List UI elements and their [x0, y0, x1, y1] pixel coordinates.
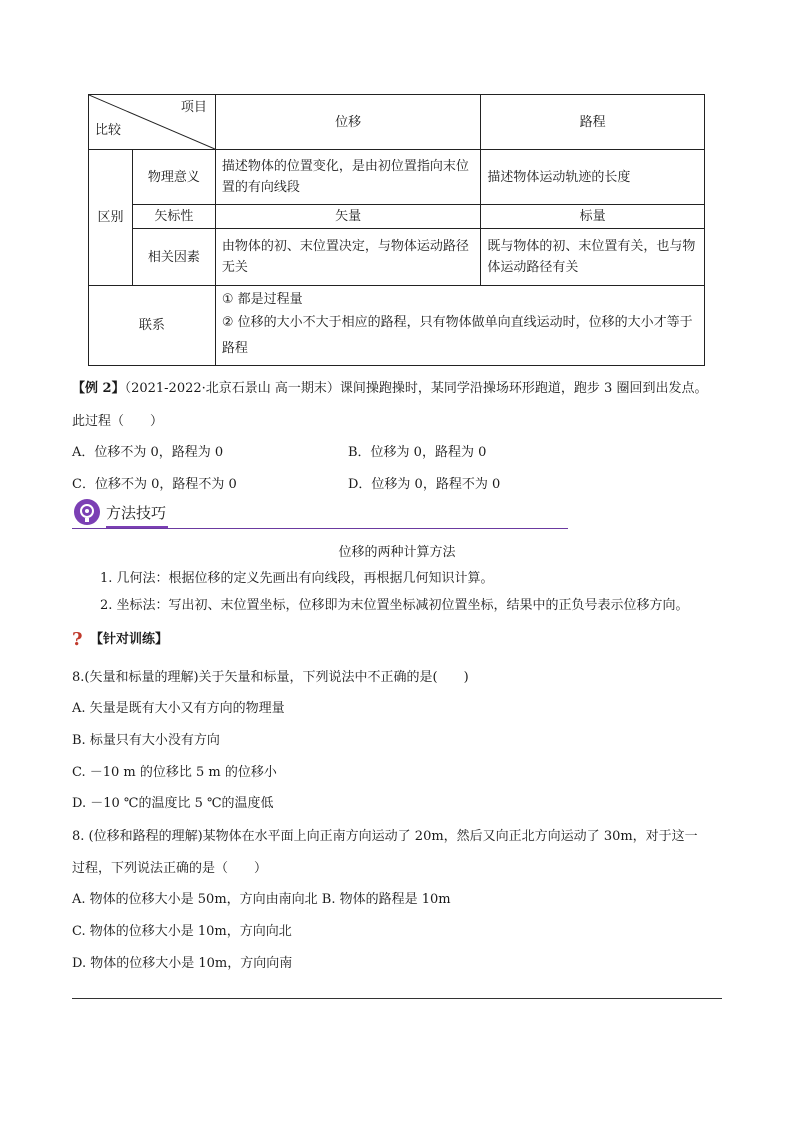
example2-stem-text: （2021-2022·北京石景山 高一期末）课间操跑操时，某同学沿操场环形跑道，跑步 3 圈回到出发点。	[124, 381, 708, 396]
q1-option-d: D. －10 ℃的温度比 5 ℃的温度低	[72, 796, 274, 811]
cell-displacement: 描述物体的位置变化，是由初位置指向末位置的有向线段	[215, 150, 481, 205]
training-heading-text: 【针对训练】	[90, 632, 169, 647]
cell-distance: 标量	[481, 205, 705, 229]
link-label: 联系	[89, 286, 216, 366]
link-line-2: ② 位移的大小不大于相应的路程，只有物体做单向直线运动时，位移的大小才等于路程	[221, 315, 693, 356]
group-label: 区别	[89, 150, 133, 286]
q2-option-ab: A. 物体的位移大小是 50m，方向由南向北 B. 物体的路程是 10m	[72, 892, 451, 907]
cell-displacement: 由物体的初、末位置决定，与物体运动路径无关	[215, 229, 481, 286]
q2-stem-2: 过程，下列说法正确的是（ ）	[72, 861, 268, 876]
method-banner	[72, 497, 568, 529]
table-row	[89, 229, 705, 286]
q2-option-c: C. 物体的位移大小是 10m，方向向北	[72, 924, 292, 939]
table-header-row	[89, 95, 705, 150]
question-mark-icon: ?	[72, 629, 83, 650]
row-label: 相关因素	[132, 229, 215, 286]
comparison-table	[88, 94, 705, 366]
bottom-rule	[72, 998, 722, 999]
corner-bottom-label: 比较	[95, 123, 122, 138]
q1-option-b: B. 标量只有大小没有方向	[72, 733, 220, 748]
method-banner-title: 方法技巧	[106, 504, 167, 522]
corner-top-label: 项目	[180, 100, 207, 115]
table-row	[89, 150, 705, 205]
header-distance: 路程	[481, 95, 705, 150]
q2-stem-1: 8. (位移和路程的理解)某物体在水平面上向正南方向运动了 20m，然后又向正北方向运动了 30m，对于这一	[72, 829, 698, 844]
example2-option-d: D．位移为 0，路程不为 0	[348, 477, 501, 492]
q1-option-a: A. 矢量是既有大小又有方向的物理量	[72, 701, 285, 716]
table-row	[89, 205, 705, 229]
method-title: 位移的两种计算方法	[338, 545, 456, 560]
training-heading	[72, 628, 168, 650]
cell-distance: 既与物体的初、末位置有关，也与物体运动路径有关	[481, 229, 705, 286]
method-item-2: 2. 坐标法：写出初、末位置坐标，位移即为末位置坐标减初位置坐标，结果中的正负号表示位移方向。	[100, 598, 689, 613]
q2-option-d: D. 物体的位移大小是 10m，方向向南	[72, 956, 293, 971]
header-displacement: 位移	[215, 95, 481, 150]
cell-displacement: 矢量	[215, 205, 481, 229]
example2-tag: 【例 2】	[72, 381, 125, 396]
q1-option-c: C. －10 m 的位移比 5 m 的位移小	[72, 765, 277, 780]
method-item-1: 1. 几何法：根据位移的定义先画出有向线段，再根据几何知识计算。	[100, 571, 494, 586]
q1-stem: 8.(矢量和标量的理解)关于矢量和标量，下列说法中不正确的是( )	[72, 670, 469, 685]
row-label: 物理意义	[132, 150, 215, 205]
head-gear-icon	[74, 499, 100, 525]
example2-option-a: A．位移不为 0，路程为 0	[72, 445, 224, 460]
link-line-1: ① 都是过程量	[221, 292, 303, 307]
table-row-link	[89, 286, 705, 366]
banner-rule	[72, 528, 568, 529]
example2-option-b: B．位移为 0，路程为 0	[348, 445, 487, 460]
example2-option-c: C．位移不为 0，路程不为 0	[72, 477, 237, 492]
example2-stem-2: 此过程（ ）	[72, 414, 164, 429]
corner-cell	[89, 95, 216, 150]
row-label: 矢标性	[132, 205, 215, 229]
link-content	[215, 286, 704, 366]
cell-distance: 描述物体运动轨迹的长度	[481, 150, 705, 205]
example2-stem	[72, 377, 707, 396]
